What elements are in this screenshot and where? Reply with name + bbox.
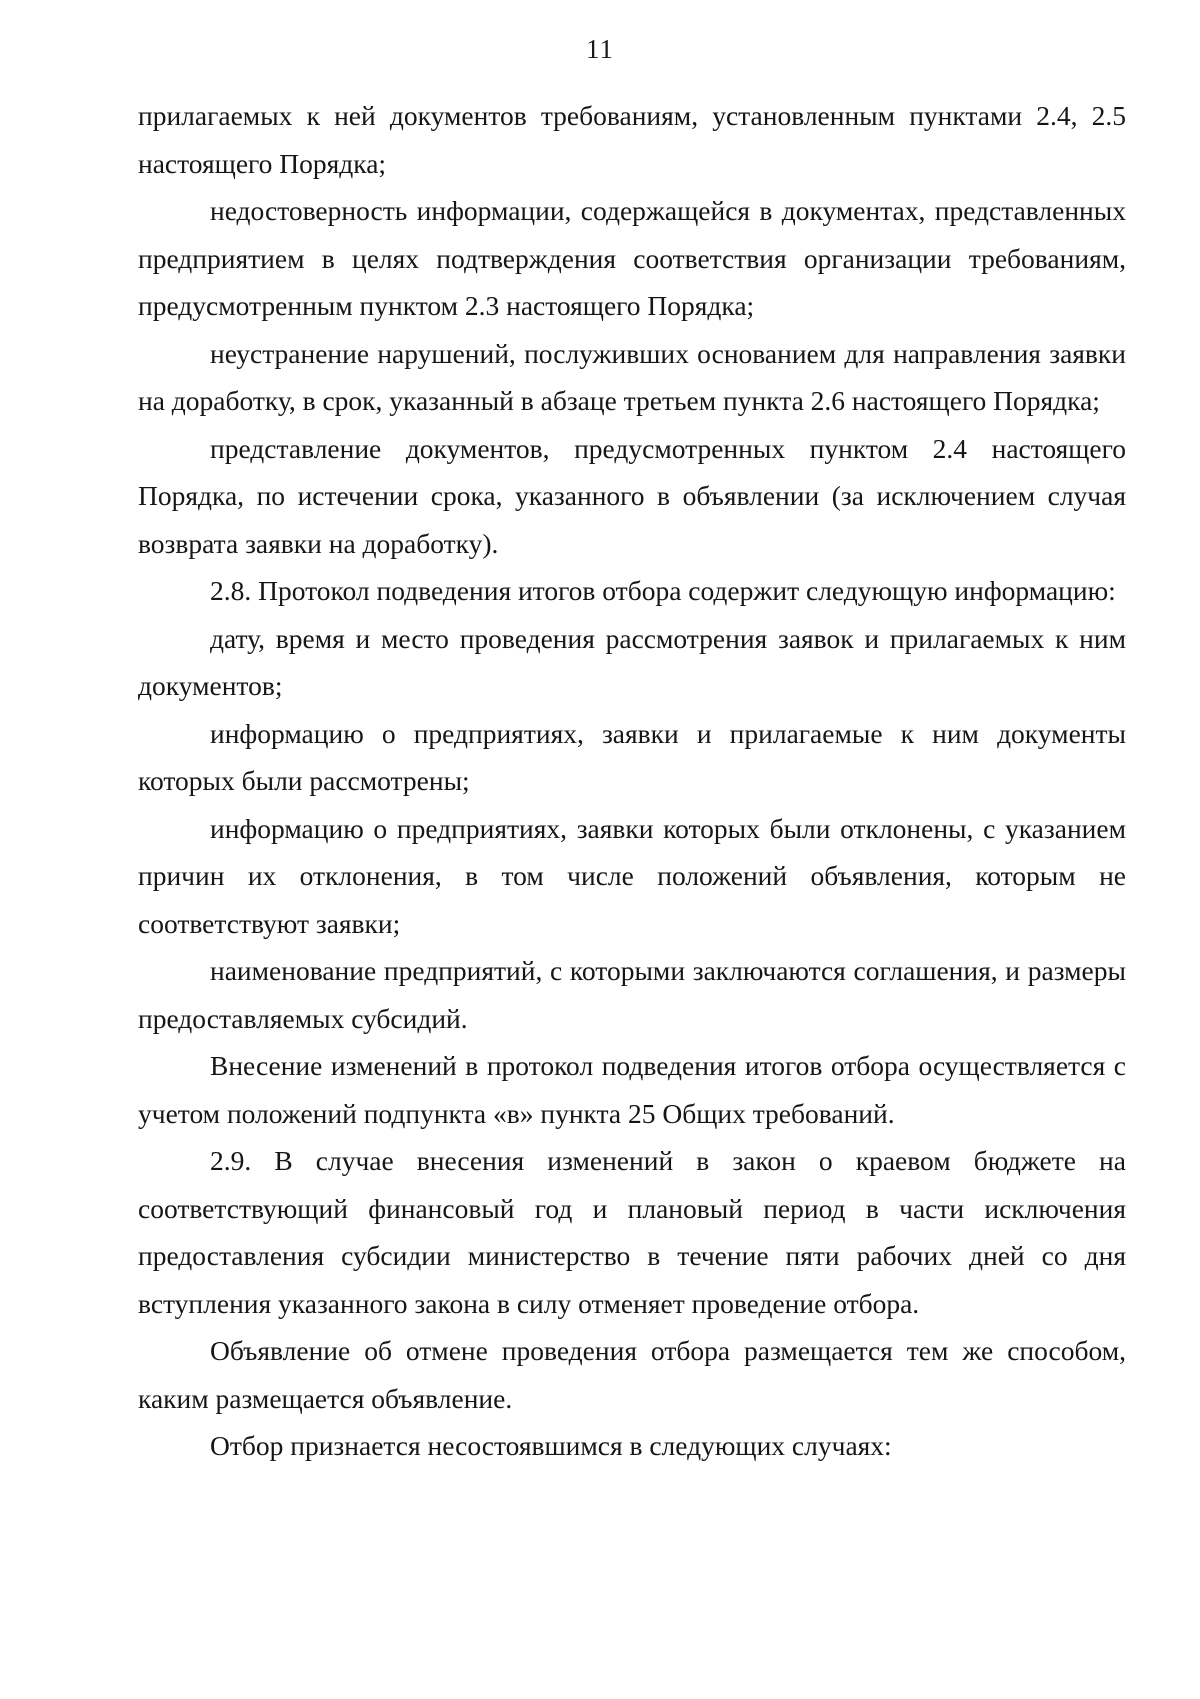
paragraph-selection-failed: Отбор признается несостоявшимся в следующих случаях:: [210, 1430, 892, 1461]
paragraph-considered-applications: информацию о предприятиях, заявки и прилагаемые к ним документы которых были рассмотрены;: [138, 717, 1126, 796]
page-number: 11: [586, 34, 614, 64]
paragraph-section-2-8: 2.8. Протокол подведения итогов отбора содержит следующую информацию:: [210, 575, 1116, 606]
paragraph-cancellation-announcement: Объявление об отмене проведения отбора размещается тем же способом, каким размещается объявление.: [138, 1335, 1126, 1414]
paragraph-rejected-applications: информацию о предприятиях, заявки которых были отклонены, с указанием причин их отклонения, в том числе положений объявления, которым не соответствуют заявки;: [138, 812, 1126, 939]
paragraph-protocol-changes: Внесение изменений в протокол подведения итогов отбора осуществляется с учетом положений подпункта «в» пункта 25 Общих требований.: [138, 1050, 1126, 1129]
paragraph-late-submission: представление документов, предусмотренных пунктом 2.4 настоящего Порядка, по истечении срока, указанного в объявлении (за исключением случая возврата заявки на доработку).: [138, 432, 1126, 559]
document-body: [138, 92, 1126, 1470]
paragraph-continuation: прилагаемых к ней документов требованиям, установленным пунктами 2.4, 2.5 настоящего Порядка;: [138, 100, 1126, 179]
paragraph-section-2-9: 2.9. В случае внесения изменений в закон о краевом бюджете на соответствующий финансовый год и плановый период в части исключения предоставления субсидии министерство в течение пяти рабочих дней со дня вступления указанного закона в силу отменяет проведение отбора.: [138, 1145, 1126, 1319]
paragraph-date-time-place: дату, время и место проведения рассмотрения заявок и прилагаемых к ним документов;: [138, 622, 1126, 701]
paragraph-unreliable-information: недостоверность информации, содержащейся в документах, представленных предприятием в целях подтверждения соответствия организации требованиям, предусмотренным пунктом 2.3 настоящего Порядка;: [138, 195, 1126, 321]
paragraph-agreements-subsidies: наименование предприятий, с которыми заключаются соглашения, и размеры предоставляемых субсидий.: [138, 955, 1126, 1034]
paragraph-violations-not-fixed: неустранение нарушений, послуживших основанием для направления заявки на доработку, в срок, указанный в абзаце третьем пункта 2.6 настоящего Порядка;: [138, 337, 1126, 416]
